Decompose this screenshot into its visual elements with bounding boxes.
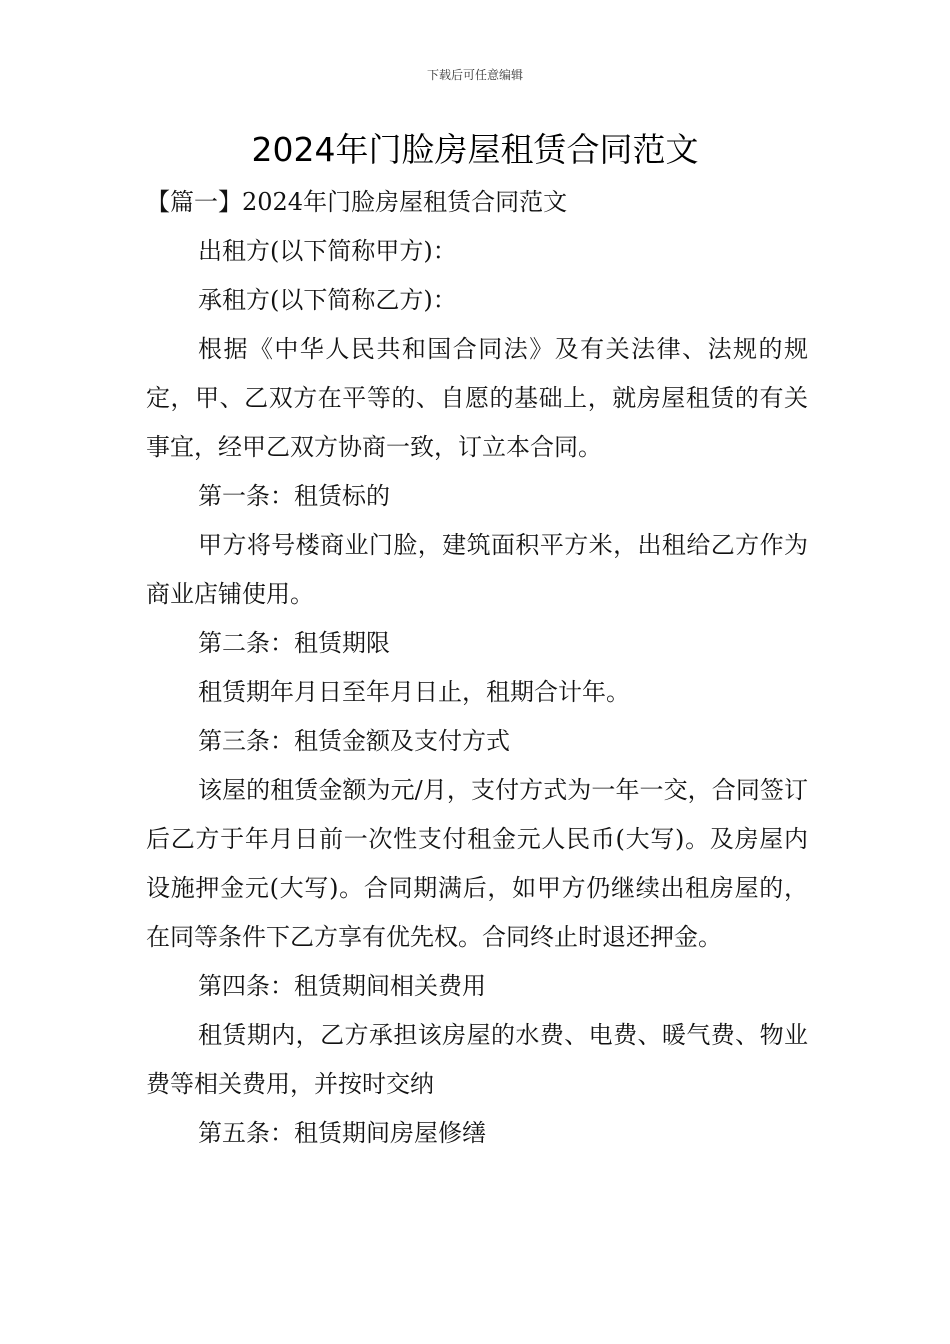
header-note: 下载后可任意编辑 xyxy=(426,68,523,82)
article-heading-4: 第四条：租赁期间相关费用 xyxy=(198,972,486,1000)
section-heading: 【篇一】2024年门脸房屋租赁合同范文 xyxy=(146,188,568,216)
document-body xyxy=(146,178,808,1158)
paragraph-preamble: 根据《中华人民共和国合同法》及有关法律、法规的规定，甲、乙双方在平等的、自愿的基础上，就房屋租赁的有关事宜，经甲乙双方协商一致，订立本合同。 xyxy=(146,335,808,461)
paragraph-article-4: 租赁期内，乙方承担该房屋的水费、电费、暖气费、物业费等相关费用，并按时交纳 xyxy=(146,1021,808,1098)
paragraph-lessor: 出租方(以下简称甲方)： xyxy=(198,237,457,265)
paragraph-article-1: 甲方将号楼商业门脸，建筑面积平方米，出租给乙方作为商业店铺使用。 xyxy=(146,531,808,608)
article-heading-2: 第二条：租赁期限 xyxy=(198,629,390,657)
article-heading-3: 第三条：租赁金额及支付方式 xyxy=(198,727,510,755)
article-heading-5: 第五条：租赁期间房屋修缮 xyxy=(198,1119,486,1147)
paragraph-lessee: 承租方(以下简称乙方)： xyxy=(198,286,457,314)
paragraph-article-3: 该屋的租赁金额为元/月，支付方式为一年一交，合同签订后乙方于年月日前一次性支付租金元人民币(大写)。及房屋内设施押金元(大写)。合同期满后，如甲方仍继续出租房屋的，在同等条件下乙方享有优先权。合同终止时退还押金。 xyxy=(146,776,808,951)
paragraph-article-2: 租赁期年月日至年月日止，租期合计年。 xyxy=(198,678,630,706)
document-title: 2024年门脸房屋租赁合同范文 xyxy=(251,130,699,169)
article-heading-1: 第一条：租赁标的 xyxy=(198,482,390,510)
